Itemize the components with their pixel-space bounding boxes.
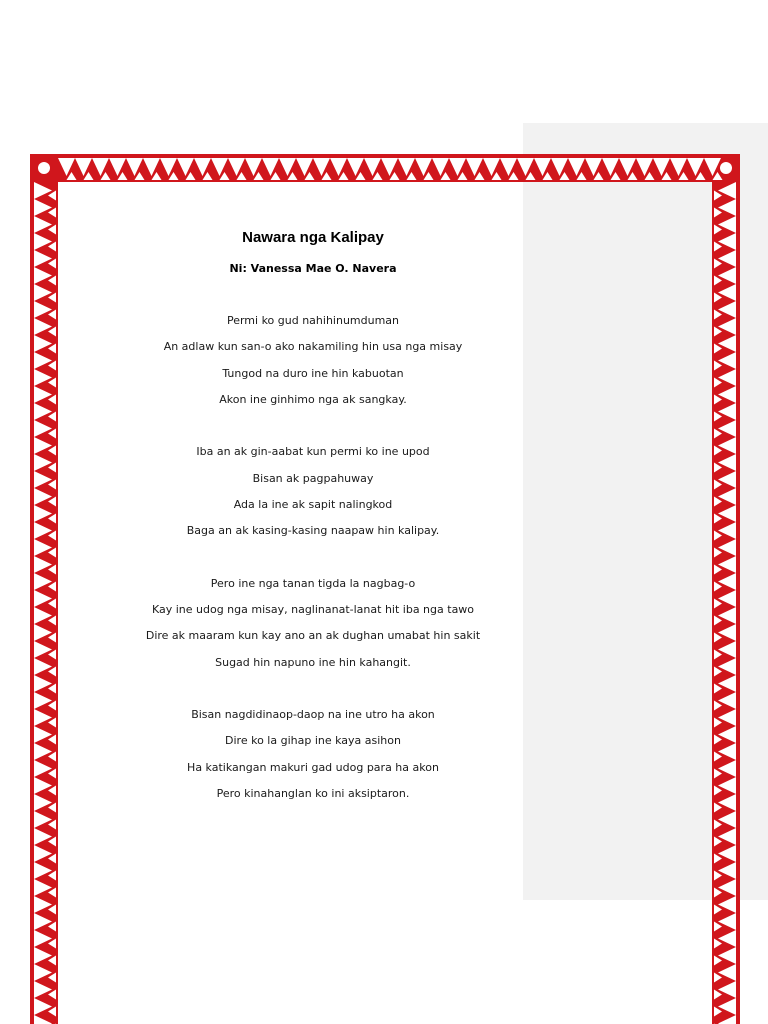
poem-line: Bisan ak pagpahuway [252,471,374,485]
poem-line: Sugad hin napuno ine hin kahangit. [215,655,411,669]
poem-line: Dire ko la gihap ine kaya asihon [225,734,401,748]
poem-line: Baga an ak kasing-kasing naapaw hin kalipay. [186,524,440,538]
corner-dot [720,162,732,174]
stanza-3 [87,571,539,676]
poem-line: Iba an ak gin-aabat kun permi ko ine upod [196,445,430,459]
poem-line: Bisan nagdidinaop-daop na ine utro ha akon [191,708,435,722]
poem-line: Ha katikangan makuri gad udog para ha akon [187,760,439,774]
poem-line: Permi ko gud nahihinumduman [226,314,400,327]
corner-dot [38,162,50,174]
poem-title: Nawara nga Kalipay [242,229,384,246]
poem-line: Dire ak maaram kun kay ano an ak dughan umabat hin sakit [145,629,481,643]
poem-line: Pero ine nga tanan tigda la nagbag-o [210,576,416,590]
stanza-1 [87,308,539,413]
stanza-2 [87,439,539,544]
poem-line: Tungod na duro ine hin kabuotan [222,366,404,380]
stanza-4 [87,702,539,807]
poem-author: Ni: Vanessa Mae O. Navera [229,262,397,275]
poem-line: Pero kinahanglan ko ini aksiptaron. [216,787,410,801]
poem-line: Ada la ine ak sapit nalingkod [233,497,393,511]
poem-line: Akon ine ginhimo nga ak sangkay. [219,392,407,406]
poem-block [87,226,539,807]
poem-line: Kay ine udog nga misay, naglinanat-lanat hit iba nga tawo [151,603,475,617]
poem-line: An adlaw kun san-o ako nakamiling hin usa nga misay [163,340,463,354]
